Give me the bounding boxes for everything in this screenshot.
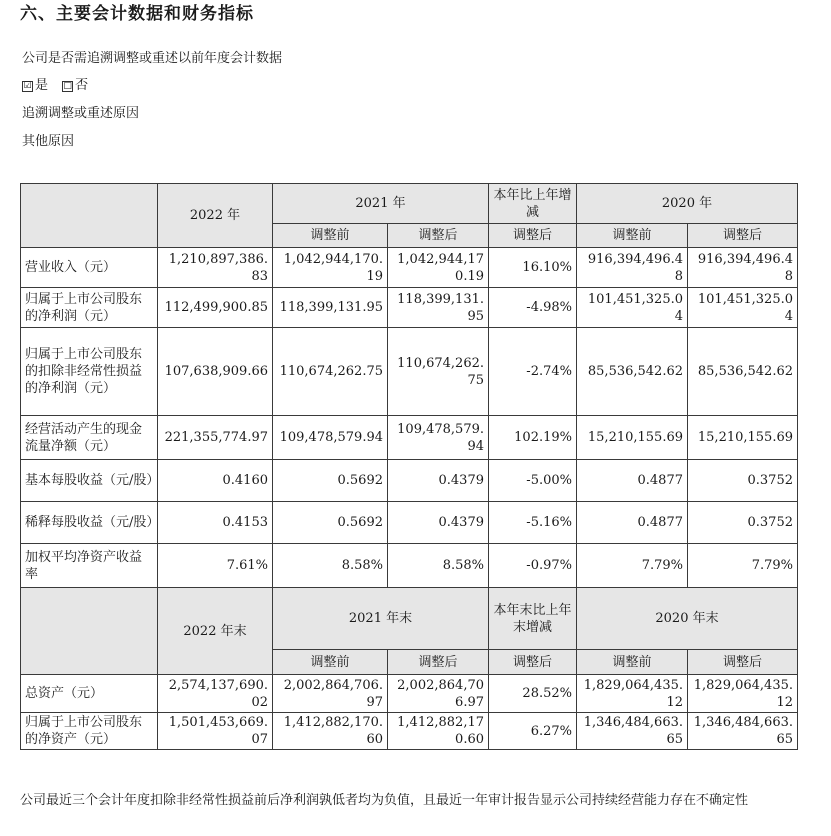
cell-v2021-after: 118,399,131.95 [388, 288, 489, 328]
table-row [21, 288, 798, 328]
option-yes-label: 是 [35, 78, 49, 93]
row-label: 基本每股收益（元/股） [21, 460, 158, 502]
option-no-label: 否 [75, 78, 89, 93]
table-row [21, 460, 798, 502]
header-2021: 2021 年 [273, 184, 489, 224]
header2-2020-before: 调整前 [577, 650, 688, 675]
row-label: 经营活动产生的现金流量净额（元） [21, 416, 158, 460]
cell-v2021-before: 118,399,131.95 [273, 288, 388, 328]
row-label: 总资产（元） [21, 675, 158, 713]
header2-2021: 2021 年末 [273, 588, 489, 650]
cell-v2021-before: 109,478,579.94 [273, 416, 388, 460]
cell-change: 28.52% [489, 675, 577, 713]
header-2020: 2020 年 [577, 184, 798, 224]
cell-v2021-after: 110,674,262.75 [388, 328, 489, 416]
cell-v2021-after: 0.4379 [388, 502, 489, 544]
cell-v2021-after: 2,002,864,706.97 [388, 675, 489, 713]
cell-v2021-after: 8.58% [388, 544, 489, 588]
cell-v2022: 0.4153 [158, 502, 273, 544]
cell-change: 6.27% [489, 713, 577, 750]
cell-v2020-before: 0.4877 [577, 502, 688, 544]
cell-v2020-before: 15,210,155.69 [577, 416, 688, 460]
row-label: 归属于上市公司股东的扣除非经常性损益的净利润（元） [21, 328, 158, 416]
cell-v2021-before: 110,674,262.75 [273, 328, 388, 416]
cell-v2022: 221,355,774.97 [158, 416, 273, 460]
cell-v2020-after: 15,210,155.69 [688, 416, 798, 460]
cell-v2022: 7.61% [158, 544, 273, 588]
cell-v2021-before: 0.5692 [273, 460, 388, 502]
table-row [21, 328, 798, 416]
cell-v2022: 1,501,453,669.07 [158, 713, 273, 750]
cell-v2022: 1,210,897,386.83 [158, 248, 273, 288]
cell-v2020-after: 85,536,542.62 [688, 328, 798, 416]
cell-v2021-before: 8.58% [273, 544, 388, 588]
cell-v2020-after: 1,346,484,663.65 [688, 713, 798, 750]
header2-change: 本年末比上年末增减 [489, 588, 577, 650]
header-2021-after: 调整后 [388, 224, 489, 248]
header-change: 本年比上年增减 [489, 184, 577, 224]
cell-v2022: 0.4160 [158, 460, 273, 502]
cell-v2020-before: 101,451,325.04 [577, 288, 688, 328]
cell-v2021-after: 109,478,579.94 [388, 416, 489, 460]
cell-v2020-before: 85,536,542.62 [577, 328, 688, 416]
header-change-after: 调整后 [489, 224, 577, 248]
cell-v2021-after: 1,042,944,170.19 [388, 248, 489, 288]
cell-change: 16.10% [489, 248, 577, 288]
cell-v2021-after: 0.4379 [388, 460, 489, 502]
cell-v2021-before: 2,002,864,706.97 [273, 675, 388, 713]
header2-2022: 2022 年末 [158, 588, 273, 675]
row-label: 归属于上市公司股东的净利润（元） [21, 288, 158, 328]
header2-2020-after: 调整后 [688, 650, 798, 675]
header2-blank [21, 588, 158, 675]
header-row-3 [21, 588, 798, 650]
header-2022: 2022 年 [158, 184, 273, 248]
checkbox-yes[interactable]: ☑ [23, 81, 32, 91]
cell-v2022: 107,638,909.66 [158, 328, 273, 416]
restatement-question: 公司是否需追溯调整或重述以前年度会计数据 [22, 51, 283, 66]
cell-v2020-before: 1,829,064,435.12 [577, 675, 688, 713]
cell-v2020-after: 7.79% [688, 544, 798, 588]
cell-v2020-after: 1,829,064,435.12 [688, 675, 798, 713]
header2-2021-after: 调整后 [388, 650, 489, 675]
header2-2021-before: 调整前 [273, 650, 388, 675]
cell-v2020-after: 916,394,496.48 [688, 248, 798, 288]
restatement-reason-label: 追溯调整或重述原因 [22, 106, 140, 121]
cell-v2021-before: 1,042,944,170.19 [273, 248, 388, 288]
cell-v2020-before: 916,394,496.48 [577, 248, 688, 288]
restatement-options [22, 77, 88, 95]
footer-note: 公司最近三个会计年度扣除非经常性损益前后净利润孰低者均为负值，且最近一年审计报告显示公司持续经营能力存在不确定性 [20, 793, 749, 808]
header-2020-before: 调整前 [577, 224, 688, 248]
other-reason-label: 其他原因 [22, 134, 75, 149]
cell-v2020-after: 101,451,325.04 [688, 288, 798, 328]
table-row [21, 675, 798, 713]
checkbox-no[interactable]: □ [63, 81, 72, 91]
table-row [21, 416, 798, 460]
cell-v2021-after: 1,412,882,170.60 [388, 713, 489, 750]
cell-change: -5.00% [489, 460, 577, 502]
cell-v2020-before: 1,346,484,663.65 [577, 713, 688, 750]
header-2021-before: 调整前 [273, 224, 388, 248]
cell-v2022: 112,499,900.85 [158, 288, 273, 328]
financial-indicators-table [20, 183, 798, 750]
cell-change: 102.19% [489, 416, 577, 460]
cell-change: -0.97% [489, 544, 577, 588]
row-label: 稀释每股收益（元/股） [21, 502, 158, 544]
row-label: 归属于上市公司股东的净资产（元） [21, 713, 158, 750]
header-row-1 [21, 184, 798, 224]
table-row [21, 502, 798, 544]
cell-v2020-after: 0.3752 [688, 460, 798, 502]
cell-change: -4.98% [489, 288, 577, 328]
header-2020-after: 调整后 [688, 224, 798, 248]
table-row [21, 248, 798, 288]
cell-change: -2.74% [489, 328, 577, 416]
cell-v2021-before: 1,412,882,170.60 [273, 713, 388, 750]
header-blank [21, 184, 158, 248]
cell-v2021-before: 0.5692 [273, 502, 388, 544]
cell-v2020-before: 0.4877 [577, 460, 688, 502]
cell-v2022: 2,574,137,690.02 [158, 675, 273, 713]
section-title: 六、主要会计数据和财务指标 [20, 4, 254, 24]
header2-change-after: 调整后 [489, 650, 577, 675]
cell-v2020-before: 7.79% [577, 544, 688, 588]
cell-v2020-after: 0.3752 [688, 502, 798, 544]
row-label: 加权平均净资产收益率 [21, 544, 158, 588]
cell-change: -5.16% [489, 502, 577, 544]
table-row [21, 544, 798, 588]
header2-2020: 2020 年末 [577, 588, 798, 650]
row-label: 营业收入（元） [21, 248, 158, 288]
table-row [21, 713, 798, 750]
